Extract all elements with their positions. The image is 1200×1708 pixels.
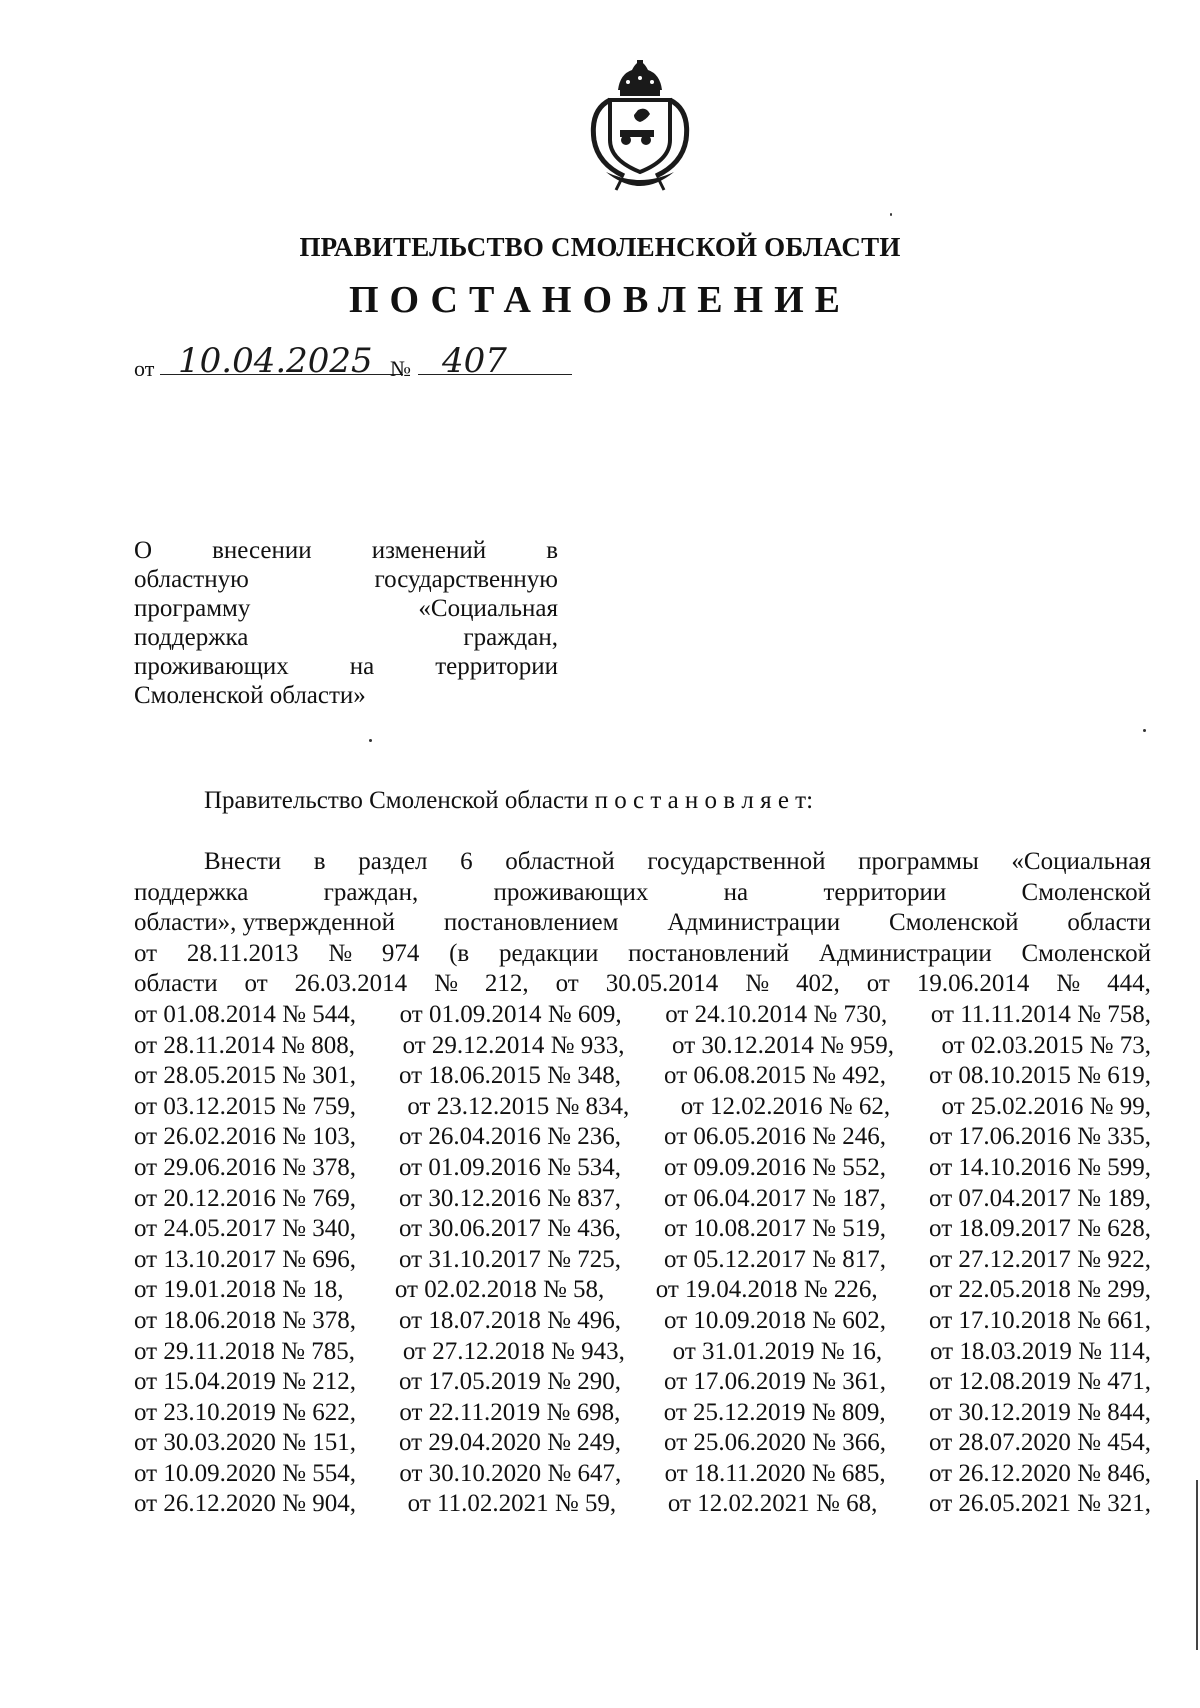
body-line	[134, 1214, 1151, 1245]
body-line	[134, 1337, 1151, 1368]
body-line	[134, 1061, 1151, 1092]
body-segment: от 25.02.2016 № 99,	[941, 1092, 1151, 1120]
body-segment: от 26.05.2021 № 321,	[929, 1490, 1151, 1518]
body-segment: от 10.08.2017 № 519,	[664, 1215, 886, 1243]
body-line	[134, 1489, 1151, 1520]
body-segment: государственной	[647, 848, 826, 875]
body-segment: от 31.01.2019 № 16,	[672, 1337, 883, 1365]
body-segment: Администрации	[667, 909, 841, 937]
body-segment: от 26.12.2020 № 904,	[134, 1490, 356, 1518]
body-segment: №	[328, 939, 353, 967]
subject-word: территории	[435, 653, 558, 680]
body-segment: 974	[381, 939, 420, 967]
body-segment: области	[134, 970, 218, 998]
body-segment: 26.03.2014	[294, 970, 408, 998]
body-segment: от 25.06.2020 № 366,	[664, 1429, 886, 1457]
body-segment: проживающих	[493, 878, 649, 906]
body-segment: программы	[858, 848, 979, 875]
body-segment: №	[434, 970, 458, 998]
body-line	[134, 1367, 1151, 1398]
scan-speck	[369, 739, 372, 742]
body-segment: граждан,	[323, 878, 419, 906]
body-segment: от 18.11.2020 № 685,	[664, 1459, 886, 1487]
body-segment: от 23.12.2015 № 834,	[407, 1092, 630, 1120]
body-segment: от 05.12.2017 № 817,	[664, 1245, 886, 1273]
subject-line	[134, 594, 558, 623]
body-line	[134, 939, 1151, 970]
body-line	[134, 847, 1151, 878]
body-segment: от 30.12.2019 № 844,	[929, 1398, 1151, 1426]
subject-word: внесении	[212, 537, 312, 564]
body-line	[134, 1122, 1151, 1153]
body-segment: от 29.06.2016 № 378,	[134, 1153, 356, 1181]
body-segment: от	[866, 970, 890, 998]
body-segment: Смоленской	[889, 909, 1019, 937]
document-kind-heading: ПОСТАНОВЛЕНИЕ	[348, 279, 852, 321]
body-segment: Смоленской	[1021, 939, 1151, 967]
body-segment: от 18.09.2017 № 628,	[929, 1215, 1151, 1243]
body-segment: от 14.10.2016 № 599,	[929, 1153, 1151, 1181]
body-segment: 444,	[1107, 970, 1151, 998]
body-segment: на	[723, 878, 749, 906]
body-line	[134, 969, 1151, 1000]
body-segment: от 29.11.2018 № 785,	[134, 1337, 356, 1365]
subject-line	[134, 536, 558, 565]
scan-speck	[890, 213, 892, 216]
scan-speck	[1143, 729, 1146, 732]
subject-word: Смоленской области»	[134, 682, 366, 709]
scan-edge-mark	[1196, 1480, 1198, 1650]
body-line	[134, 1428, 1151, 1459]
body-segment: от 30.06.2017 № 436,	[399, 1215, 621, 1243]
body-segment: от 26.02.2016 № 103,	[134, 1123, 356, 1151]
body-segment: от 10.09.2020 № 554,	[134, 1459, 356, 1487]
body-segment: от 25.12.2019 № 809,	[663, 1398, 886, 1426]
body-segment: от 19.04.2018 № 226,	[655, 1276, 878, 1304]
body-segment: от 29.12.2014 № 933,	[402, 1031, 625, 1059]
body-segment: от 17.10.2018 № 661,	[929, 1306, 1151, 1334]
body-segment: территории	[823, 878, 947, 906]
body-segment: от 30.12.2016 № 837,	[399, 1184, 621, 1212]
body-segment: от 17.06.2016 № 335,	[929, 1123, 1151, 1151]
body-segment: постановлением	[443, 909, 619, 937]
body-segment: 30.05.2014	[605, 970, 719, 998]
body-line	[134, 1184, 1151, 1215]
subject-word: изменений	[371, 537, 487, 564]
body-segment: от	[244, 970, 268, 998]
body-segment: «Социальная	[1011, 848, 1151, 875]
body-segment: Администрации	[818, 939, 992, 967]
body-segment: (в	[449, 939, 470, 967]
body-segment: области», утвержденной	[134, 909, 395, 937]
subject-line	[134, 623, 558, 652]
body-line	[134, 878, 1151, 909]
body-segment: от 18.03.2019 № 114,	[929, 1337, 1151, 1365]
body-segment: от 17.05.2019 № 290,	[399, 1368, 621, 1396]
body-segment: от 06.05.2016 № 246,	[664, 1123, 886, 1151]
subject-word: программу	[134, 595, 251, 622]
body-segment: от 19.01.2018 № 18,	[134, 1276, 344, 1304]
subject-word: «Социальная	[418, 595, 558, 622]
preamble-text: Правительство Смоленской области п о с т а н о в л я е т:	[204, 787, 814, 814]
body-segment: от	[555, 970, 579, 998]
body-segment: от 30.03.2020 № 151,	[134, 1429, 356, 1457]
body-segment: от 02.02.2018 № 58,	[394, 1276, 605, 1304]
body-segment: областной	[505, 848, 615, 875]
subject-word: О	[134, 537, 153, 564]
body-segment: 212,	[484, 970, 529, 998]
subject-line	[134, 681, 558, 710]
date-field: 10.04.2025	[160, 344, 403, 375]
body-segment: от 18.06.2015 № 348,	[399, 1062, 621, 1090]
subject-line	[134, 652, 558, 681]
subject-line	[134, 565, 558, 594]
body-segment: от 30.10.2020 № 647,	[399, 1459, 622, 1487]
body-segment: от 28.07.2020 № 454,	[929, 1429, 1151, 1457]
body-segment: от 11.11.2014 № 758,	[930, 1000, 1151, 1028]
body-line	[134, 908, 1151, 939]
body-segment: 28.11.2013	[186, 939, 299, 967]
body-segment: от 24.05.2017 № 340,	[134, 1215, 356, 1243]
body-segment: от 22.11.2019 № 698,	[399, 1398, 621, 1426]
body-line	[134, 1153, 1151, 1184]
body-segment: от 20.12.2016 № 769,	[134, 1184, 356, 1212]
body-segment: от 18.06.2018 № 378,	[134, 1306, 356, 1334]
subject-word: граждан,	[463, 624, 558, 651]
subject-word: поддержка	[134, 624, 249, 651]
body-segment: от 12.08.2019 № 471,	[929, 1368, 1151, 1396]
body-segment: от 08.10.2015 № 619,	[929, 1062, 1151, 1090]
body-segment: от 23.10.2019 № 622,	[134, 1398, 356, 1426]
body-segment: от 01.09.2014 № 609,	[399, 1000, 622, 1028]
body-line	[134, 1245, 1151, 1276]
date-prefix-label: от	[134, 356, 155, 381]
body-segment: от 06.08.2015 № 492,	[664, 1062, 886, 1090]
body-segment: от 09.09.2016 № 552,	[664, 1153, 886, 1181]
body-segment: от	[134, 939, 158, 967]
body-segment: от 30.12.2014 № 959,	[672, 1031, 894, 1059]
body-segment: в	[313, 848, 326, 875]
body-segment: от 12.02.2016 № 62,	[680, 1092, 891, 1120]
body-segment: от 27.12.2018 № 943,	[402, 1337, 625, 1365]
body-segment: от 17.06.2019 № 361,	[664, 1368, 886, 1396]
body-segment: от 03.12.2015 № 759,	[134, 1092, 356, 1120]
body-segment: от 18.07.2018 № 496,	[399, 1306, 621, 1334]
document-subject	[134, 536, 558, 710]
subject-word: проживающих	[134, 653, 289, 680]
body-line	[134, 1092, 1151, 1123]
body-segment: от 01.09.2016 № 534,	[399, 1153, 621, 1181]
subject-word: в	[546, 537, 558, 564]
subject-word: государственную	[374, 566, 558, 593]
document-body	[134, 847, 1151, 1520]
body-segment: поддержка	[134, 878, 249, 906]
body-segment: от 24.10.2014 № 730,	[665, 1000, 888, 1028]
body-line	[134, 1000, 1151, 1031]
body-segment: от 31.10.2017 № 725,	[399, 1245, 621, 1273]
body-segment: №	[1056, 970, 1081, 998]
body-segment: от 26.12.2020 № 846,	[929, 1459, 1151, 1487]
body-line	[134, 1398, 1151, 1429]
body-segment: от 12.02.2021 № 68,	[667, 1490, 878, 1518]
subject-word: областную	[134, 566, 249, 593]
body-segment: от 07.04.2017 № 189,	[929, 1184, 1151, 1212]
government-title: ПРАВИТЕЛЬСТВО СМОЛЕНСКОЙ ОБЛАСТИ	[299, 232, 901, 262]
body-segment: от 28.11.2014 № 808,	[134, 1031, 356, 1059]
body-segment: от 10.09.2018 № 602,	[664, 1306, 886, 1334]
body-segment: Смоленской	[1021, 878, 1151, 906]
body-segment: от 02.03.2015 № 73,	[941, 1031, 1151, 1059]
body-segment: от 01.08.2014 № 544,	[134, 1000, 356, 1028]
number-field: 407	[418, 344, 572, 375]
body-segment: раздел	[358, 848, 428, 875]
body-line	[134, 1031, 1151, 1062]
body-segment: от 22.05.2018 № 299,	[929, 1276, 1151, 1304]
body-segment: от 13.10.2017 № 696,	[134, 1245, 356, 1273]
smolensk-coat-of-arms-icon	[580, 60, 700, 195]
body-line	[134, 1275, 1151, 1306]
body-segment: от 11.02.2021 № 59,	[407, 1490, 617, 1518]
body-segment: от 26.04.2016 № 236,	[399, 1123, 621, 1151]
body-segment: 6	[460, 848, 473, 875]
number-label: №	[390, 356, 411, 381]
body-segment: области	[1067, 909, 1151, 937]
body-segment: от 28.05.2015 № 301,	[134, 1062, 356, 1090]
body-segment: №	[745, 970, 770, 998]
body-segment: от 27.12.2017 № 922,	[929, 1245, 1151, 1273]
body-segment: Внести	[204, 848, 282, 875]
body-segment: от 29.04.2020 № 249,	[399, 1429, 621, 1457]
body-segment: 402,	[796, 970, 840, 998]
body-segment: от 15.04.2019 № 212,	[134, 1368, 356, 1396]
body-segment: 19.06.2014	[916, 970, 1030, 998]
body-segment: от 06.04.2017 № 187,	[664, 1184, 886, 1212]
body-segment: редакции	[499, 939, 599, 967]
body-line	[134, 1306, 1151, 1337]
body-line	[134, 1459, 1151, 1490]
subject-word: на	[349, 653, 375, 680]
body-segment: постановлений	[628, 939, 790, 967]
